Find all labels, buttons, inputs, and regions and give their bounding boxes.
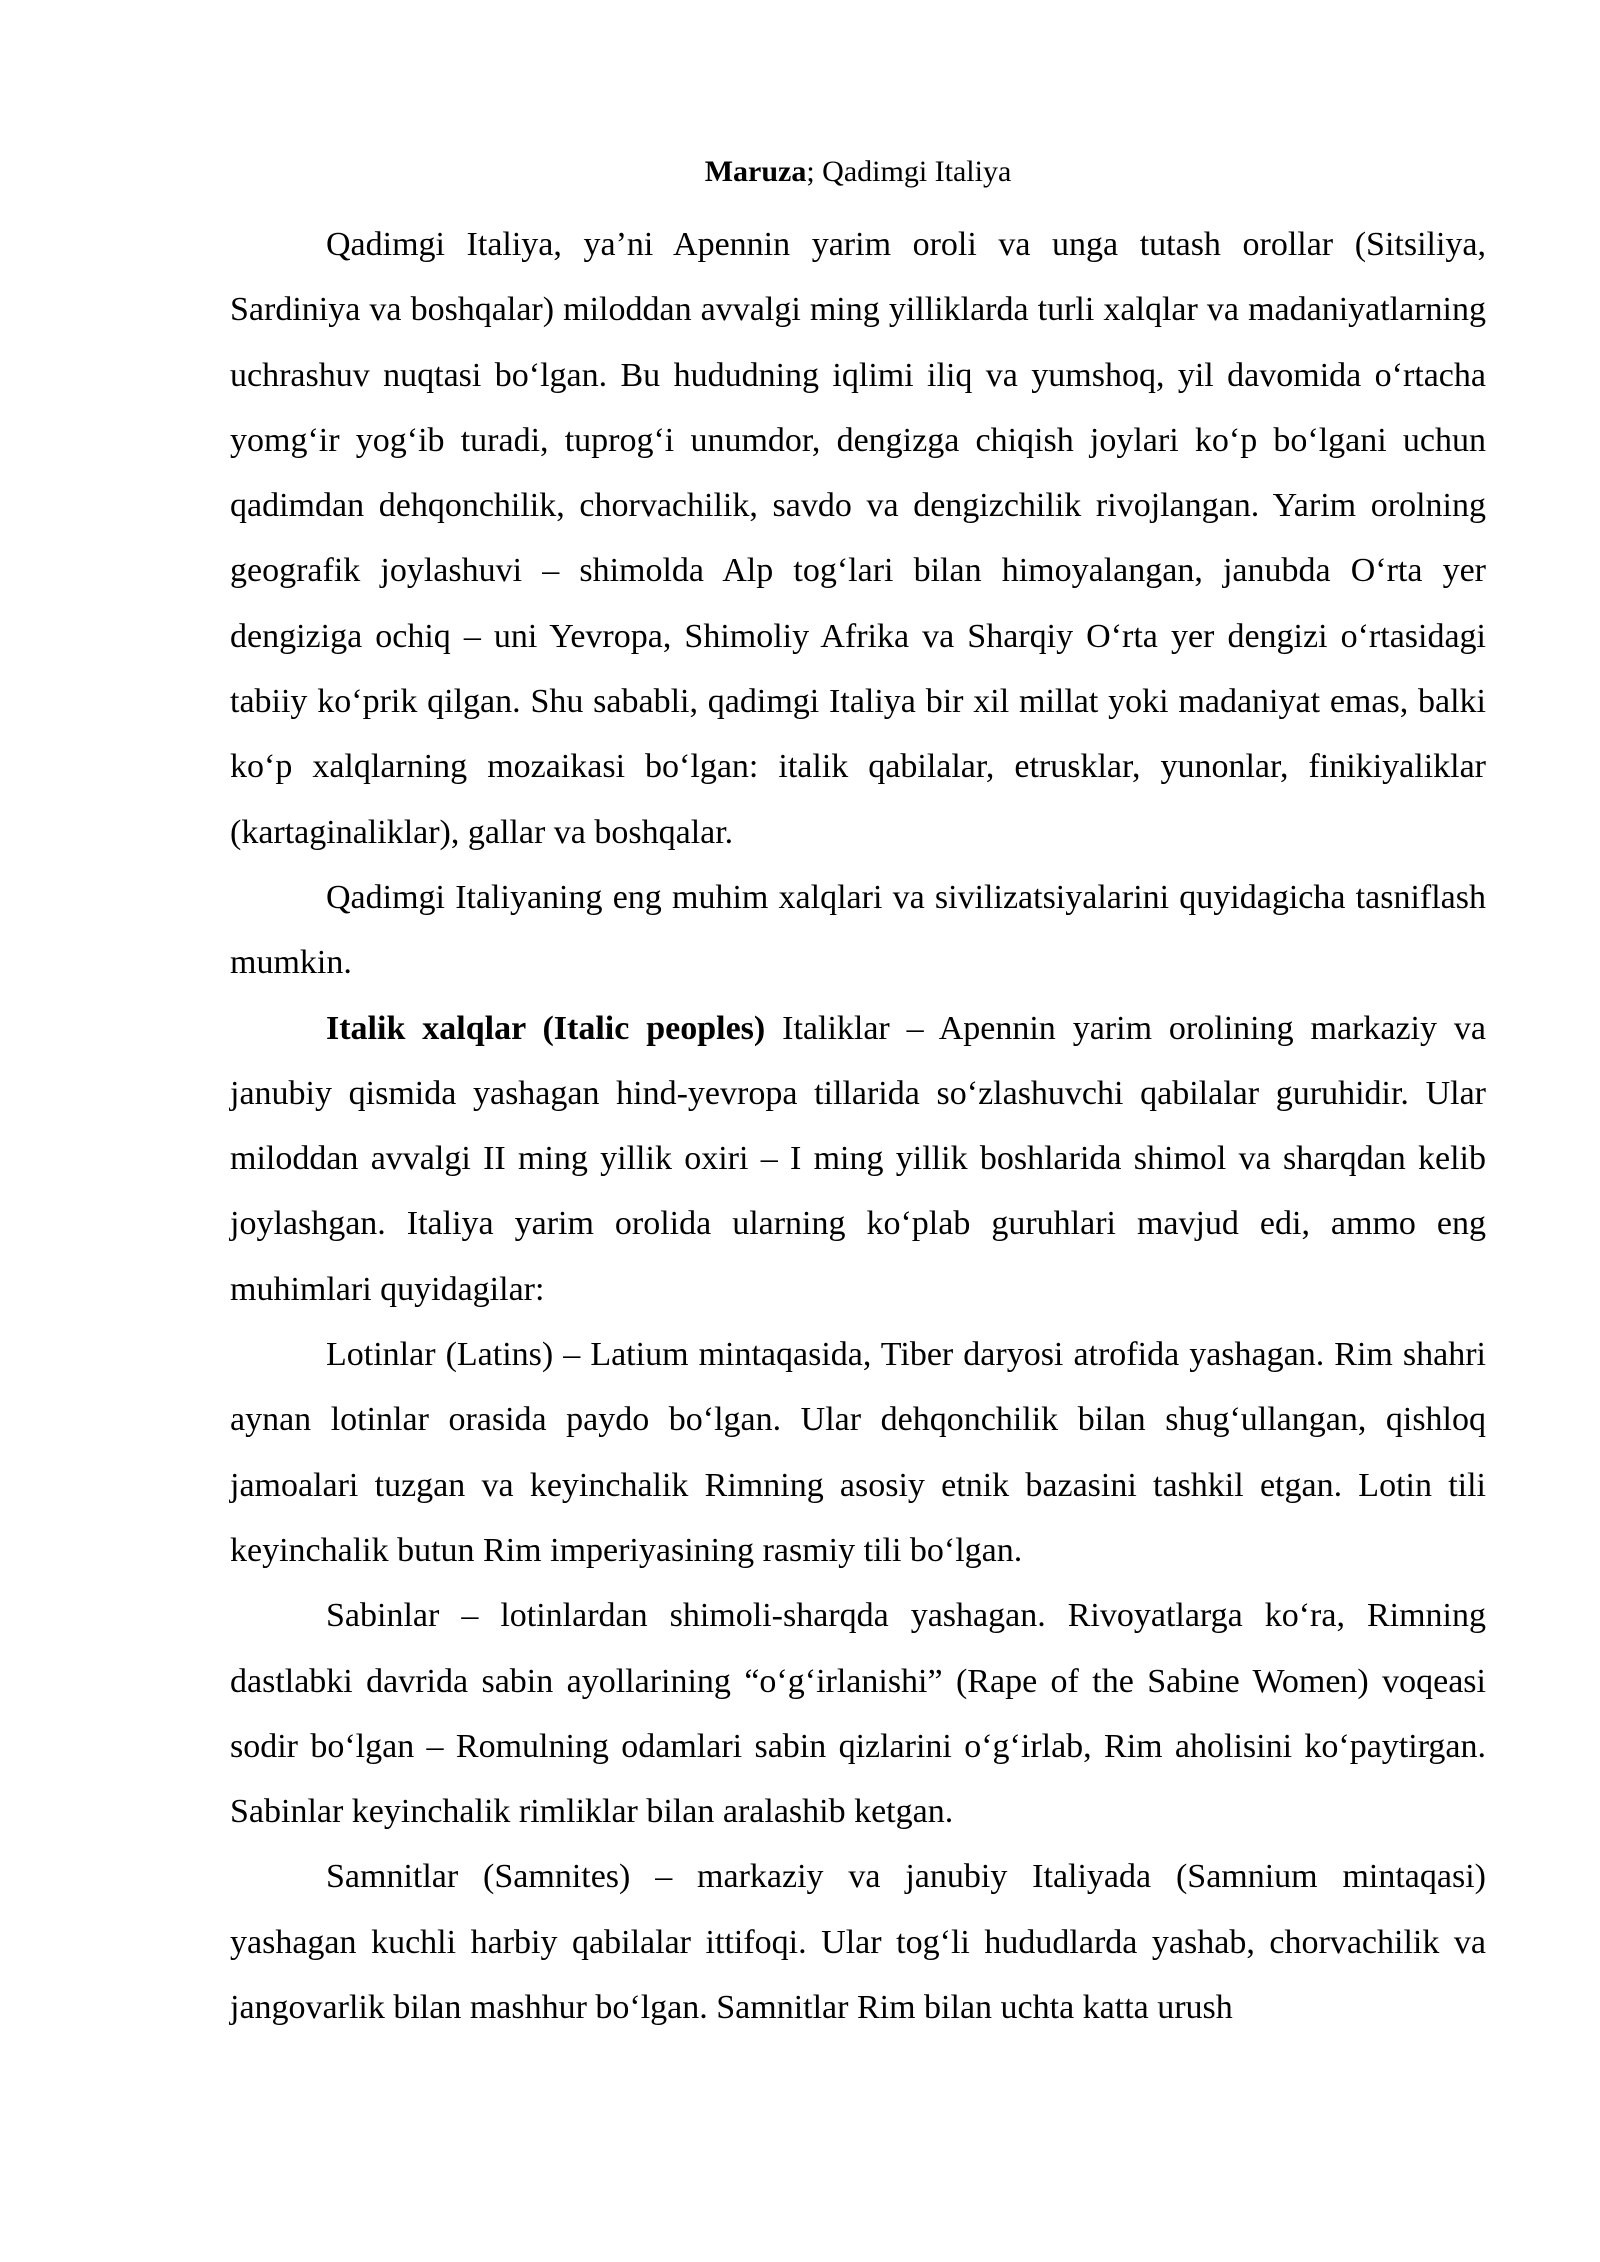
paragraph-text: Sabinlar – lotinlardan shimoli-sharqda yashagan. Rivoyatlarga ko‘ra, Rimning dastlabki davrida sabin ayollarining “o‘g‘irlanishi” (Rape of the Sabine Women) voqeasi sodir bo‘lgan – Romulning odamlari sabin qizlarini o‘g‘irlab, Rim aholisini ko‘paytirgan. Sabinlar keyinchalik rimliklar bilan aralashib ketgan. xyxy=(230,1597,1486,1831)
title-bold-label: Maruza xyxy=(704,155,807,188)
title-text: ; Qadimgi Italiya xyxy=(806,155,1012,188)
paragraph-text: Qadimgi Italiyaning eng muhim xalqlari va sivilizatsiyalarini quyidagicha tasniflash mumkin. xyxy=(230,878,1486,982)
paragraph-intro xyxy=(230,212,1486,865)
paragraph-text: Lotinlar (Latins) – Latium mintaqasida, Tiber daryosi atrofida yashagan. Rim shahri aynan lotinlar orasida paydo bo‘lgan. Ular dehqonchilik bilan shug‘ullangan, qishloq jamoalari tuzgan va keyinchalik Rimning asosiy etnik bazasini tashkil etgan. Lotin tili keyinchalik butun Rim imperiyasining rasmiy tili bo‘lgan. xyxy=(230,1336,1486,1569)
paragraph-heading: Italik xalqlar (Italic peoples) xyxy=(326,1009,766,1047)
paragraph-classification xyxy=(230,865,1486,996)
paragraph-text: Italiklar – Apennin yarim orolining markaziy va janubiy qismida yashagan hind-yevropa tillarida so‘zlashuvchi qabilalar guruhidir. Ular miloddan avvalgi II ming yillik oxiri – I ming yillik boshlarida shimol va sharqdan kelib joylashgan. Italiya yarim orolida ularning ko‘plab guruhlari mavjud edi, ammo eng muhimlari quyidagilar: xyxy=(230,1009,1486,1308)
paragraph-latins xyxy=(230,1322,1486,1583)
paragraph-text: Samnitlar (Samnites) – markaziy va janubiy Italiyada (Samnium mintaqasi) yashagan kuchli harbiy qabilalar ittifoqi. Ular tog‘li hududlarda yashab, chorvachilik va jangovarlik bilan mashhur bo‘lgan. Samnitlar Rim bilan uchta katta urush xyxy=(230,1858,1486,2027)
paragraph-text: Qadimgi Italiya, ya’ni Apennin yarim oroli va unga tutash orollar (Sitsiliya, Sardiniya va boshqalar) miloddan avvalgi ming yilliklarda turli xalqlar va madaniyatlarning uchrashuv nuqtasi bo‘lgan. Bu hududning iqlimi iliq va yumshoq, yil davomida o‘rtacha yomg‘ir yog‘ib turadi, tuprog‘i unumdor, dengizga chiqish joylari ko‘p bo‘lgani uchun qadimdan dehqonchilik, chorvachilik, savdo va dengizchilik rivojlangan. Yarim orolning geografik joylashuvi – shimolda Alp tog‘lari bilan himoyalangan, janubda O‘rta yer dengiziga ochiq – uni Yevropa, Shimoliy Afrika va Sharqiy O‘rta yer dengizi o‘rtasidagi tabiiy ko‘prik qilgan. Shu sababli, qadimgi Italiya bir xil millat yoki madaniyat emas, balki ko‘p xalqlarning mozaikasi bo‘lgan: italik qabilalar, etrusklar, yunonlar, finikiyaliklar (kartaginaliklar), gallar va boshqalar. xyxy=(230,226,1486,851)
paragraph-italic-peoples xyxy=(230,996,1486,1322)
paragraph-sabines xyxy=(230,1583,1486,1844)
document-title xyxy=(230,146,1486,198)
document-body xyxy=(230,146,1486,2040)
paragraph-samnites xyxy=(230,1844,1486,2040)
